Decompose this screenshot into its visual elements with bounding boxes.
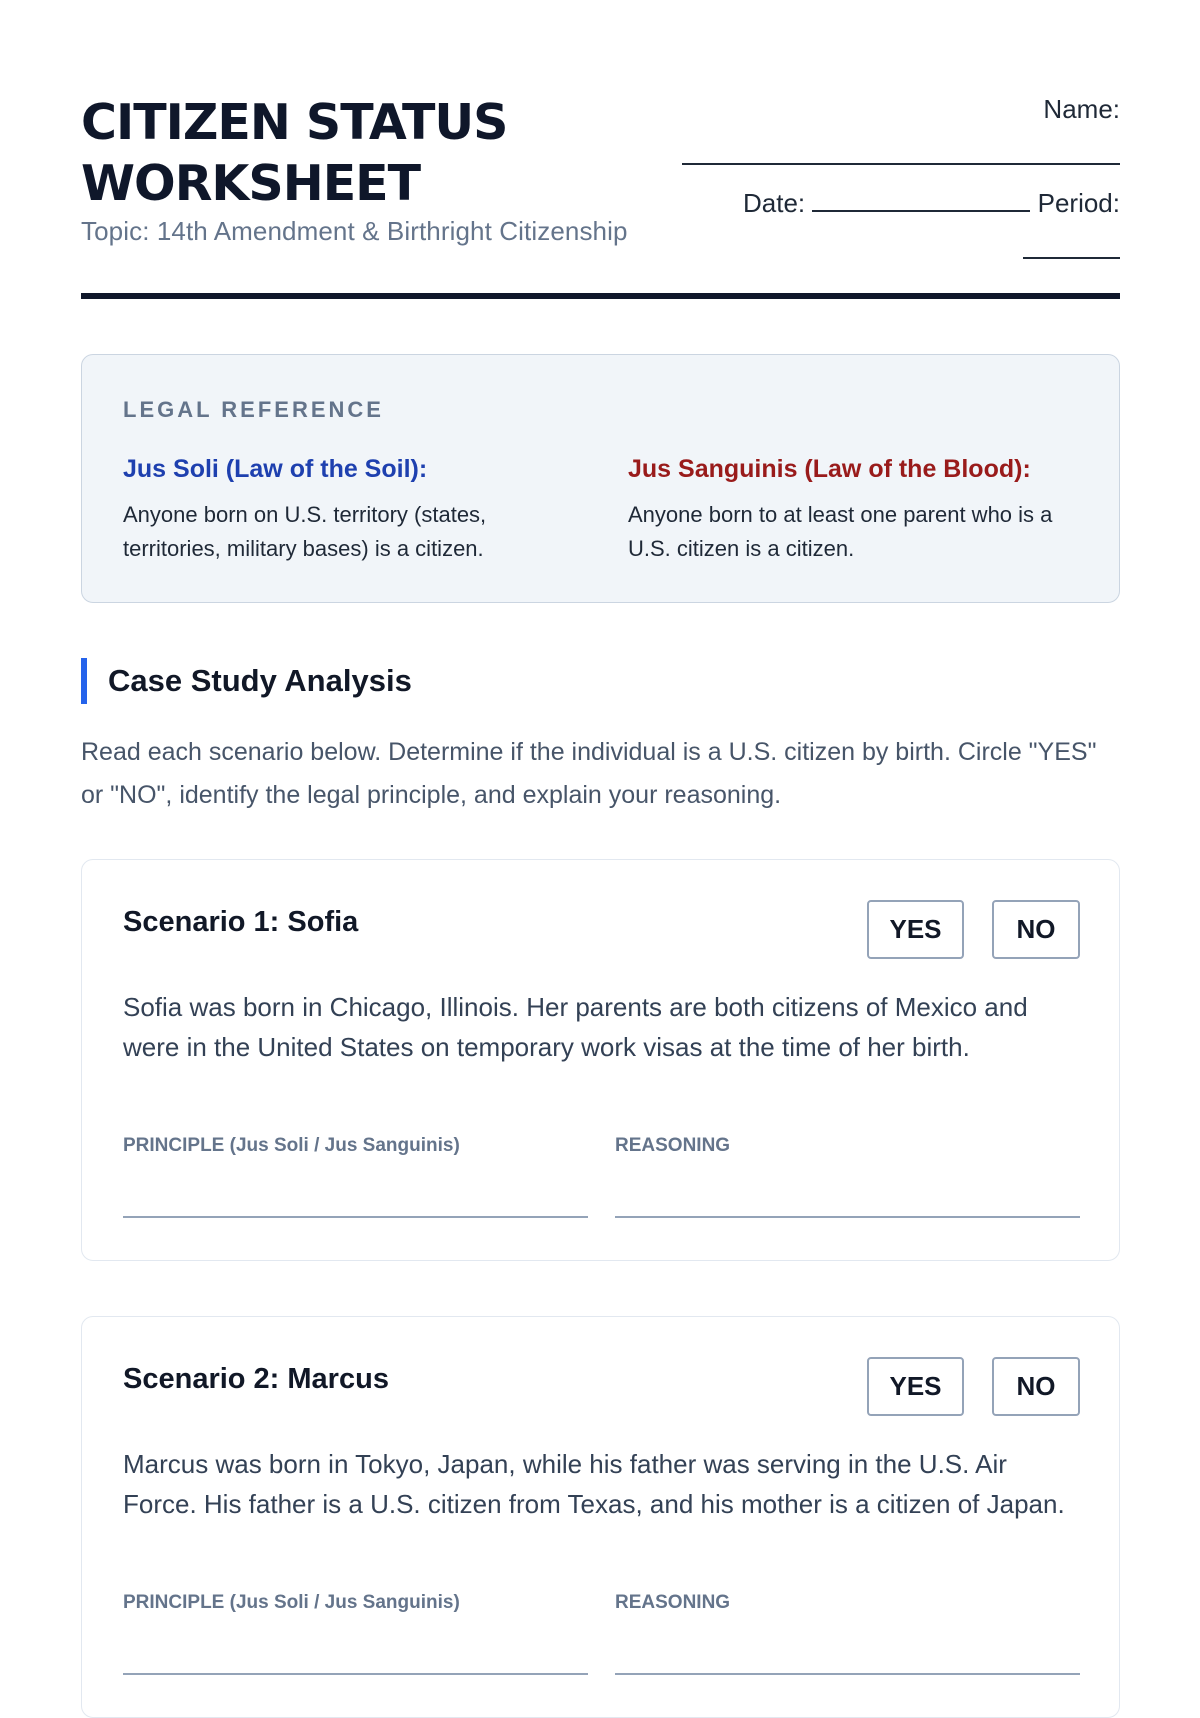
- yes-button[interactable]: YES: [867, 900, 964, 959]
- scenario-title: Scenario 2: Marcus: [123, 1363, 389, 1395]
- scenario-text: Sofia was born in Chicago, Illinois. Her parents are both citizens of Mexico and were in the United States on temporary work visas at the time of her birth.: [123, 992, 1028, 1062]
- jus-soli-body: Anyone born on U.S. territory (states, territories, military bases) is a citizen.: [123, 502, 487, 561]
- scenario-card: [81, 859, 1120, 1261]
- principle-answer-line[interactable]: [123, 1216, 588, 1218]
- instructions: Read each scenario below. Determine if the individual is a U.S. citizen by birth. Circle "YES" or "NO", identify the legal principle, and explain your reasoning.: [81, 738, 1097, 809]
- period-field[interactable]: [1023, 233, 1120, 259]
- reasoning-answer-line[interactable]: [615, 1673, 1080, 1675]
- name-field[interactable]: [682, 139, 1120, 165]
- legal-reference-label: LEGAL REFERENCE: [123, 397, 384, 422]
- jus-soli-heading: Jus Soli (Law of the Soil):: [123, 455, 428, 483]
- date-field[interactable]: [812, 186, 1030, 212]
- scenario-card: [81, 1316, 1120, 1718]
- name-label: Name:: [1043, 94, 1120, 124]
- scenario-text: Marcus was born in Tokyo, Japan, while his father was serving in the U.S. Air Force. His father is a U.S. citizen from Texas, and his mother is a citizen of Japan.: [123, 1449, 1065, 1519]
- jus-sanguinis-definition: [628, 455, 1068, 566]
- title-line-1: CITIZEN STATUS: [81, 94, 508, 151]
- scenario-title: Scenario 1: Sofia: [123, 906, 359, 938]
- reasoning-label: REASONING: [615, 1135, 731, 1156]
- principle-label: PRINCIPLE (Jus Soli / Jus Sanguinis): [123, 1135, 460, 1156]
- principle-label: PRINCIPLE (Jus Soli / Jus Sanguinis): [123, 1592, 460, 1613]
- jus-sanguinis-heading: Jus Sanguinis (Law of the Blood):: [628, 455, 1031, 483]
- jus-sanguinis-body: Anyone born to at least one parent who is a U.S. citizen is a citizen.: [628, 502, 1053, 561]
- date-label: Date:: [742, 188, 806, 218]
- jus-soli-definition: [123, 455, 563, 566]
- no-button[interactable]: NO: [992, 1357, 1080, 1416]
- student-info: [680, 86, 1120, 274]
- principle-answer-line[interactable]: [123, 1673, 588, 1675]
- reasoning-answer-line[interactable]: [615, 1216, 1080, 1218]
- yes-button[interactable]: YES: [867, 1357, 964, 1416]
- title-line-2: WORKSHEET: [81, 155, 421, 212]
- no-button[interactable]: NO: [992, 900, 1080, 959]
- period-label: Period:: [1037, 188, 1120, 218]
- reasoning-label: REASONING: [615, 1592, 731, 1613]
- header-divider: [81, 293, 1120, 299]
- worksheet-header: [81, 92, 1120, 302]
- section-heading: Case Study Analysis: [81, 658, 412, 704]
- legal-reference-box: [81, 354, 1120, 603]
- page-title: [81, 92, 701, 214]
- topic-subtitle: Topic: 14th Amendment & Birthright Citizenship: [81, 216, 628, 246]
